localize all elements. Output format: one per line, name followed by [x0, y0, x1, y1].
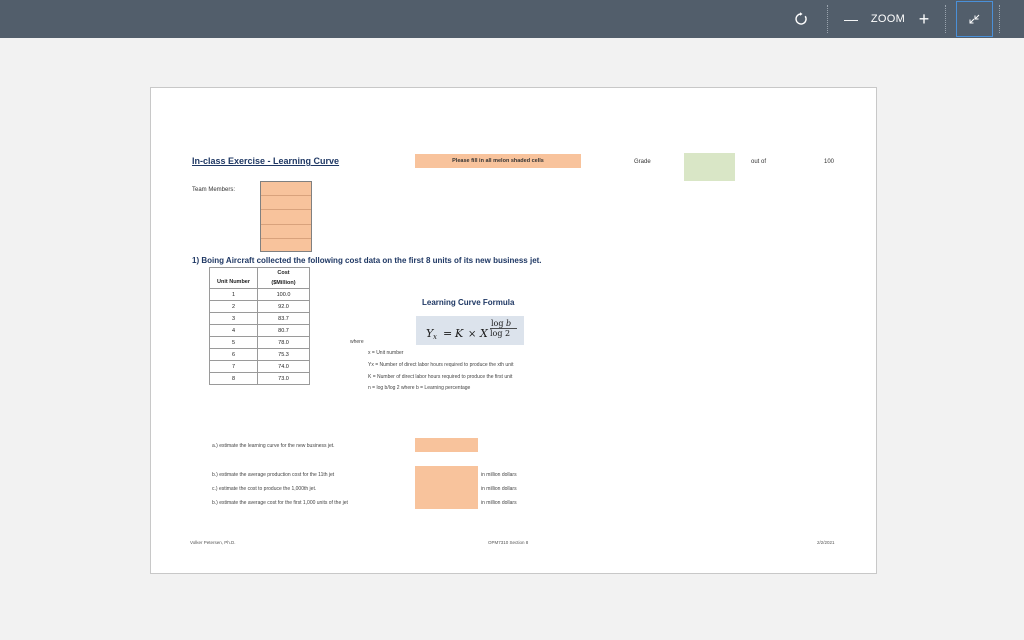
unit-cell: 1: [210, 289, 258, 301]
unit-cell: 6: [210, 349, 258, 361]
viewer-toolbar: [0, 0, 1024, 38]
svg-text:X: X: [480, 327, 488, 340]
question-d: b.) estimate the average cost for the first 1,000 units of the jet: [212, 500, 348, 506]
zoom-in-button[interactable]: [914, 0, 934, 38]
question-1: 1) Boing Aircraft collected the following cost data on the first 8 units of its new business jet.: [192, 256, 542, 265]
table-row: [210, 361, 310, 373]
definition-yx: Yx = Number of direct labor hours required to produce the xth unit: [368, 362, 514, 368]
team-member-cell[interactable]: [261, 182, 311, 196]
table-row: [210, 337, 310, 349]
col-header-unit: Unit Number: [210, 268, 258, 289]
definition-k: K = Number of direct labor hours required to produce the first unit: [368, 374, 513, 380]
unit-label-d: in million dollars: [481, 500, 517, 506]
toolbar-separator: [945, 5, 946, 33]
col-header-cost: Cost: [258, 268, 310, 279]
question-b: b.) estimate the average production cost for the 11th jet: [212, 472, 335, 478]
cost-cell: 78.0: [258, 337, 310, 349]
instruction-banner: [415, 154, 581, 168]
exit-fullscreen-icon: [957, 2, 992, 36]
col-header-cost-unit: ($Million): [258, 279, 310, 289]
unit-cell: 2: [210, 301, 258, 313]
question-c: c.) estimate the cost to produce the 1,000th jet.: [212, 486, 317, 492]
cost-cell: 83.7: [258, 313, 310, 325]
svg-text:K: K: [455, 327, 464, 340]
instruction-text: Please fill in all melon shaded cells: [452, 158, 544, 164]
svg-text:Y: Y: [426, 327, 434, 340]
definition-x: x = Unit number: [368, 350, 404, 356]
cost-cell: 80.7: [258, 325, 310, 337]
unit-cell: 3: [210, 313, 258, 325]
minus-icon: —: [844, 11, 858, 27]
definition-n: n = log b/log 2 where b = Learning percentage: [368, 385, 471, 391]
exit-fullscreen-button[interactable]: [956, 1, 993, 37]
svg-text:x: x: [433, 333, 437, 341]
cost-cell: 92.0: [258, 301, 310, 313]
formula-title: Learning Curve Formula: [422, 298, 515, 307]
grade-label: Grade: [634, 159, 651, 165]
svg-text:=: =: [443, 327, 453, 340]
svg-text:×: ×: [468, 329, 477, 340]
unit-cell: 4: [210, 325, 258, 337]
formula-box: [416, 316, 524, 345]
table-row: [210, 349, 310, 361]
table-row: [210, 313, 310, 325]
grade-cell: [684, 153, 735, 181]
table-row: [210, 301, 310, 313]
exercise-title: In-class Exercise - Learning Curve: [192, 156, 340, 166]
team-members-label: Team Members:: [192, 187, 236, 193]
table-row: [210, 373, 310, 385]
table-row: [210, 289, 310, 301]
table-row: [210, 325, 310, 337]
unit-cell: 8: [210, 373, 258, 385]
where-label: where: [350, 339, 364, 345]
team-member-cell[interactable]: [261, 239, 311, 253]
team-member-cell[interactable]: [261, 225, 311, 239]
answer-c-input[interactable]: [415, 480, 478, 494]
cost-cell: 100.0: [258, 289, 310, 301]
svg-text:log 2: log 2: [490, 329, 511, 338]
unit-label-b: in million dollars: [481, 472, 517, 478]
document-page: [150, 87, 877, 574]
refresh-button[interactable]: [788, 0, 814, 38]
out-of-value: 100: [824, 159, 835, 165]
answer-d-input[interactable]: [415, 494, 478, 509]
zoom-label: ZOOM: [870, 13, 906, 25]
learning-curve-formula: [416, 316, 524, 345]
footer-course: OPM7310 Section 8: [488, 540, 529, 545]
cost-cell: 75.3: [258, 349, 310, 361]
team-member-cell[interactable]: [261, 210, 311, 224]
out-of-label: out of: [751, 159, 767, 165]
team-member-cell[interactable]: [261, 196, 311, 210]
unit-cell: 7: [210, 361, 258, 373]
footer-author: Volker Petersen, Ph.D.: [190, 540, 236, 545]
toolbar-separator: [999, 5, 1000, 33]
svg-text:log b: log b: [491, 319, 512, 328]
cost-data-table: [209, 267, 310, 385]
unit-cell: 5: [210, 337, 258, 349]
unit-label-c: in million dollars: [481, 486, 517, 492]
question-a: a.) estimate the learning curve for the new business jet.: [212, 443, 335, 449]
cost-cell: 73.0: [258, 373, 310, 385]
toolbar-separator: [827, 5, 828, 33]
zoom-out-button[interactable]: [842, 0, 860, 38]
plus-icon: +: [918, 8, 930, 29]
answer-a-input[interactable]: [415, 438, 478, 452]
answer-b-input[interactable]: [415, 466, 478, 480]
team-members-input[interactable]: [260, 181, 312, 252]
footer-date: 2/2/2021: [817, 540, 835, 545]
refresh-icon: [794, 12, 808, 26]
cost-cell: 74.0: [258, 361, 310, 373]
